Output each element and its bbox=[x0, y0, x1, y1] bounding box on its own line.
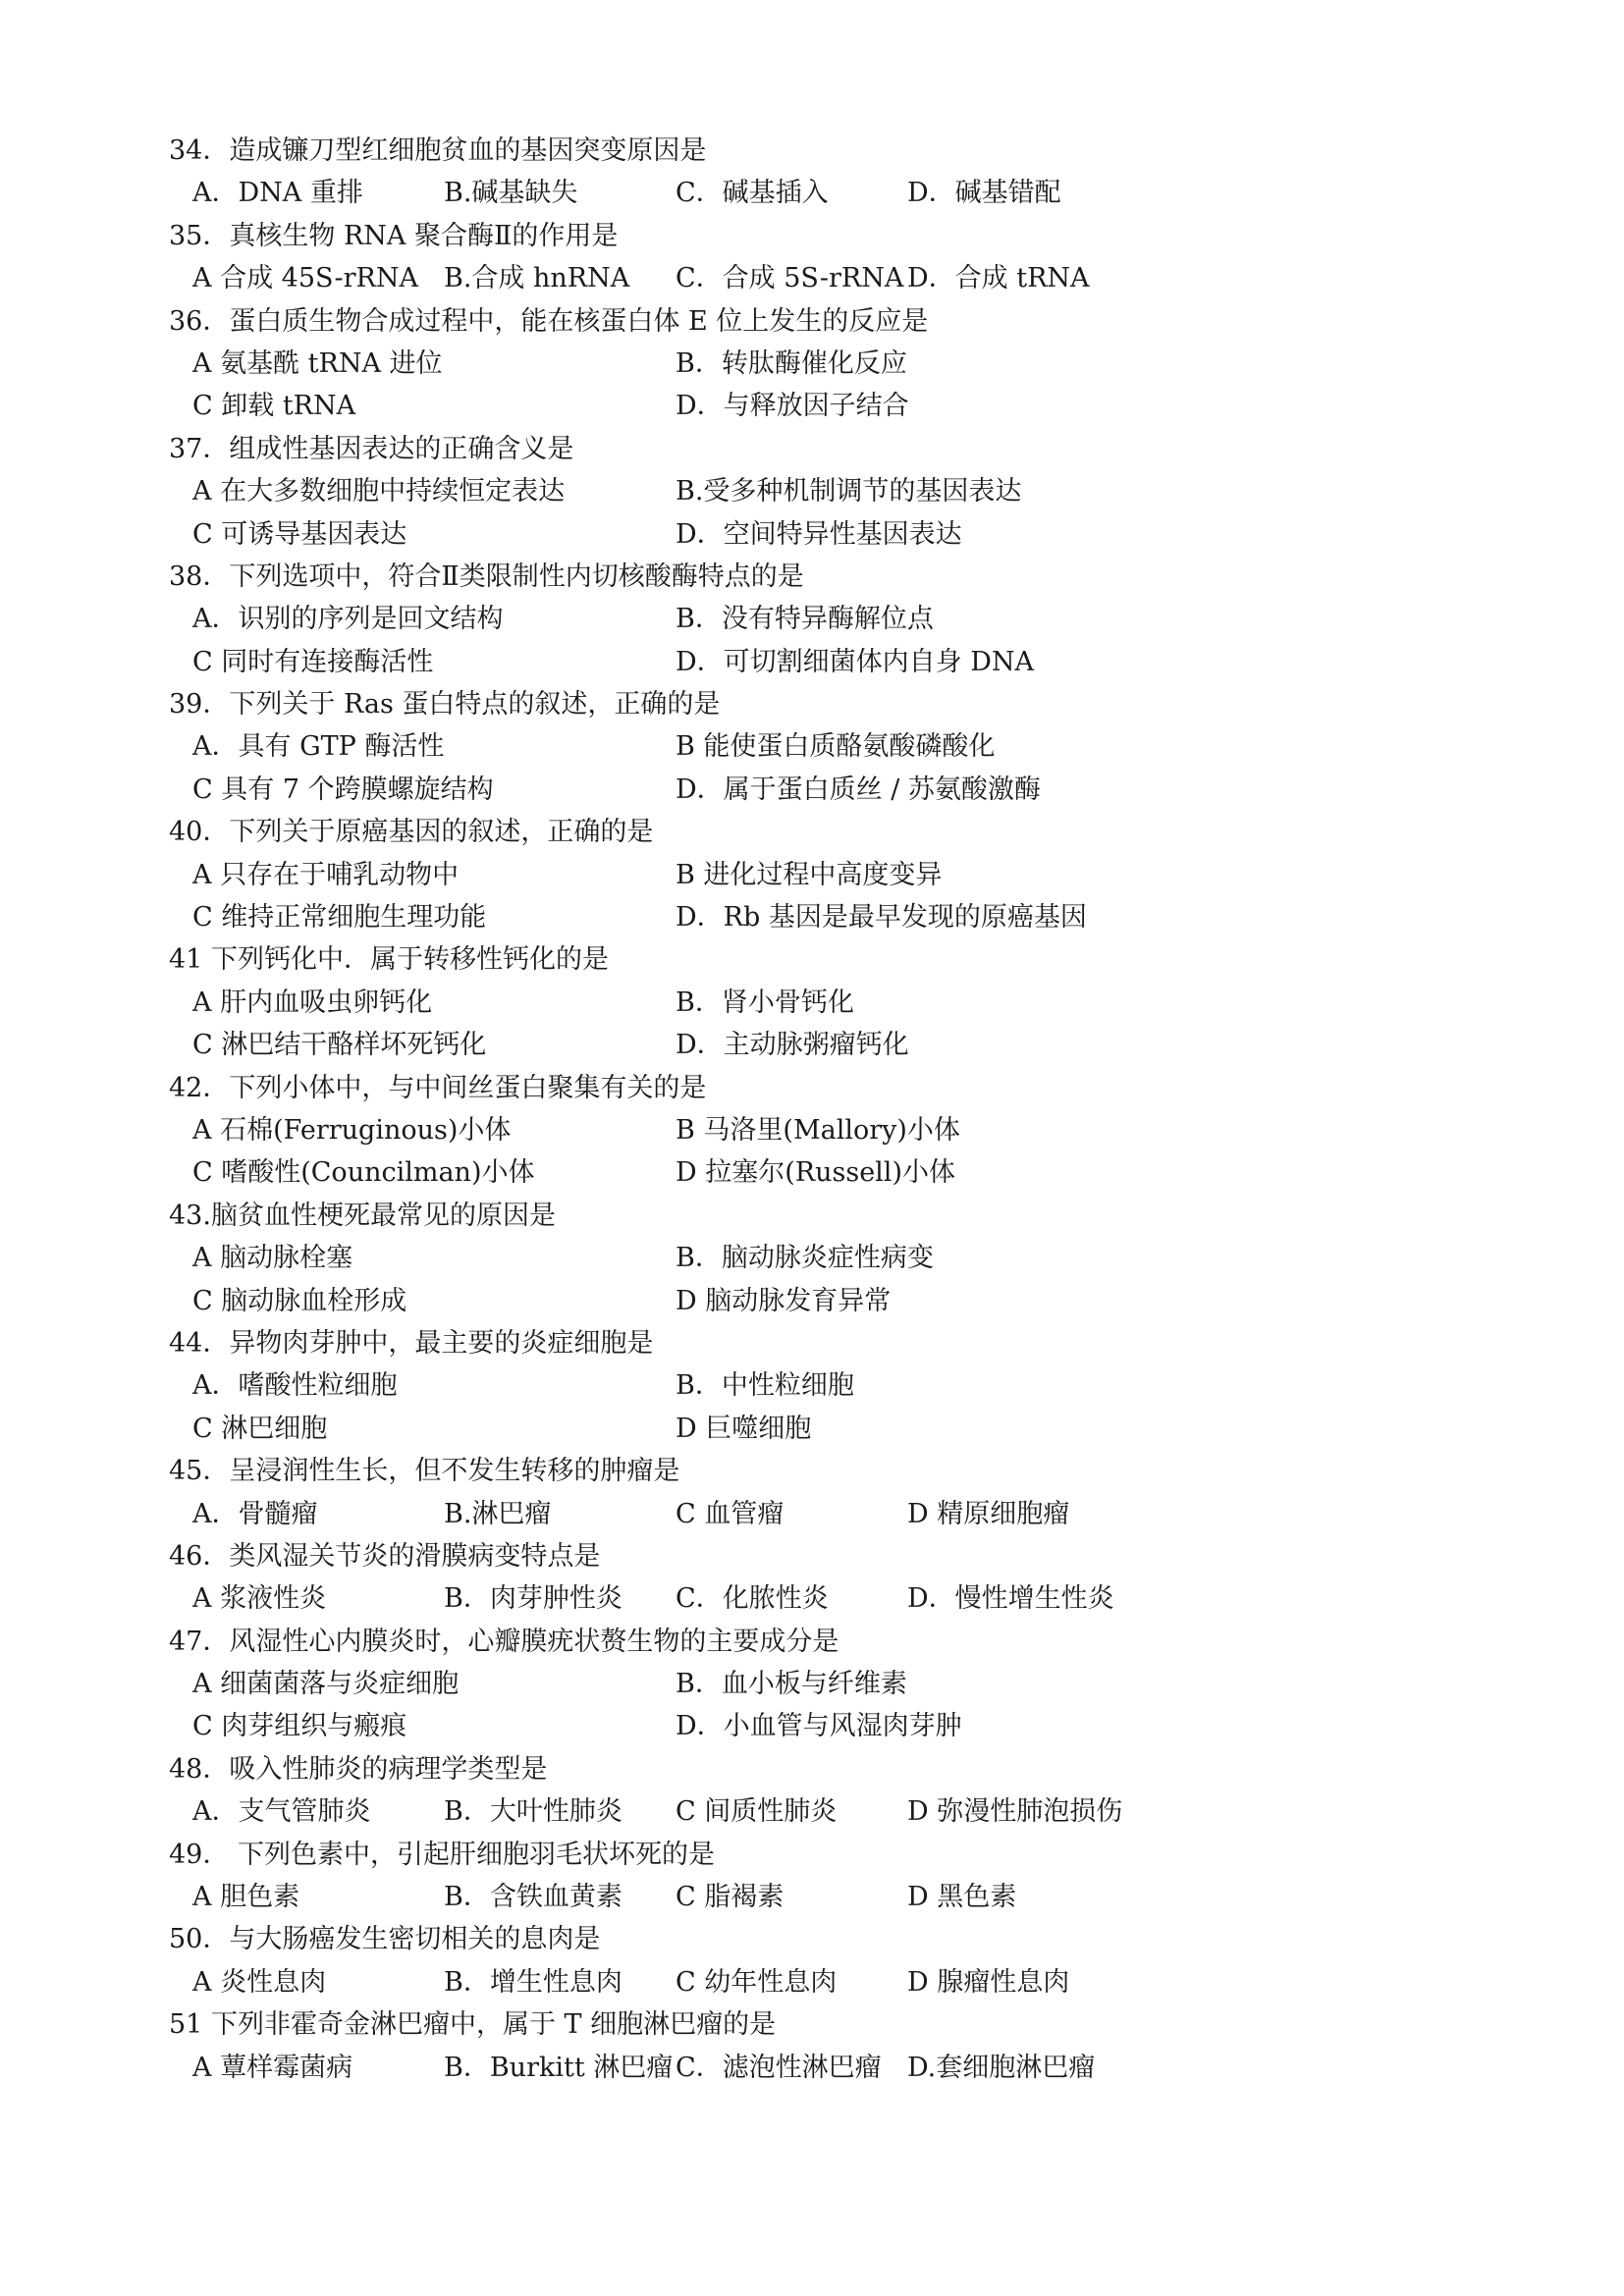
answer-option: B．肾小骨钙化 bbox=[676, 987, 854, 1018]
answer-option: A 只存在于哺乳动物中 bbox=[192, 859, 460, 890]
question-stem: 43.脑贫血性梗死最常见的原因是 bbox=[169, 1200, 556, 1231]
answer-option: C 卸载 tRNA bbox=[192, 391, 356, 422]
question-stem: 51 下列非霍奇金淋巴瘤中，属于 T 细胞淋巴瘤的是 bbox=[169, 2009, 777, 2041]
options-row bbox=[169, 1408, 1485, 1450]
answer-option: D．碱基错配 bbox=[907, 178, 1061, 209]
question-stem: 42．下列小体中，与中间丝蛋白聚集有关的是 bbox=[169, 1072, 707, 1103]
answer-option: A 脑动脉栓塞 bbox=[192, 1243, 353, 1274]
answer-option: B.受多种机制调节的基因表达 bbox=[676, 476, 1022, 507]
answer-option: D．可切割细菌体内自身 DNA bbox=[676, 646, 1035, 677]
answer-option: B．血小板与纤维素 bbox=[676, 1669, 907, 1700]
answer-option: B.合成 hnRNA bbox=[444, 263, 630, 294]
answer-option: A．具有 GTP 酶活性 bbox=[192, 731, 445, 763]
answer-option: D 脑动脉发育异常 bbox=[676, 1285, 892, 1316]
answer-option: D．Rb 基因是最早发现的原癌基因 bbox=[676, 902, 1087, 934]
answer-option: C．化脓性炎 bbox=[676, 1583, 829, 1615]
answer-option: C 脑动脉血栓形成 bbox=[192, 1285, 407, 1316]
options-row bbox=[169, 1790, 1485, 1833]
question-stem: 44．异物肉芽肿中，最主要的炎症细胞是 bbox=[169, 1327, 654, 1359]
answer-option: D．属于蛋白质丝 / 苏氨酸激酶 bbox=[676, 774, 1041, 805]
options-row bbox=[169, 470, 1485, 512]
answer-option: A．DNA 重排 bbox=[192, 178, 363, 209]
answer-option: B．大叶性肺炎 bbox=[444, 1796, 623, 1828]
question-stem: 36．蛋白质生物合成过程中，能在核蛋白体 E 位上发生的反应是 bbox=[169, 305, 929, 337]
answer-option: D 腺瘤性息肉 bbox=[907, 1966, 1070, 1998]
options-row bbox=[169, 513, 1485, 556]
answer-option: A 氨基酰 tRNA 进位 bbox=[192, 347, 443, 379]
answer-option: B 进化过程中高度变异 bbox=[676, 859, 943, 890]
answer-option: A．嗜酸性粒细胞 bbox=[192, 1370, 398, 1402]
answer-option: B.碱基缺失 bbox=[444, 178, 578, 209]
answer-option: C 维持正常细胞生理功能 bbox=[192, 902, 487, 934]
options-row bbox=[169, 257, 1485, 299]
options-row bbox=[169, 343, 1485, 385]
answer-option: B．增生性息肉 bbox=[444, 1966, 623, 1998]
answer-option: C 嗜酸性(Councilman)小体 bbox=[192, 1157, 535, 1189]
question-stem: 38．下列选项中，符合Ⅱ类限制性内切核酸酶特点的是 bbox=[169, 561, 804, 592]
answer-option: D 黑色素 bbox=[907, 1882, 1017, 1913]
question-stem: 45．呈浸润性生长，但不发生转移的肿瘤是 bbox=[169, 1456, 680, 1487]
answer-option: C 可诱导基因表达 bbox=[192, 518, 407, 550]
answer-option: C 淋巴细胞 bbox=[192, 1413, 328, 1444]
answer-option: B．含铁血黄素 bbox=[444, 1882, 623, 1913]
answer-option: C．合成 5S-rRNA bbox=[676, 263, 904, 294]
options-row bbox=[169, 982, 1485, 1024]
answer-option: C 肉芽组织与瘢痕 bbox=[192, 1711, 407, 1742]
question-stem: 41 下列钙化中．属于转移性钙化的是 bbox=[169, 944, 609, 976]
answer-option: D 拉塞尔(Russell)小体 bbox=[676, 1157, 955, 1189]
question-stem: 49． 下列色素中，引起肝细胞羽毛状坏死的是 bbox=[169, 1839, 715, 1870]
answer-option: C 间质性肺炎 bbox=[676, 1796, 838, 1828]
question-stem: 40．下列关于原癌基因的叙述，正确的是 bbox=[169, 817, 654, 848]
question-stem: 39．下列关于 Ras 蛋白特点的叙述，正确的是 bbox=[169, 689, 721, 721]
answer-option: A 细菌菌落与炎症细胞 bbox=[192, 1669, 460, 1700]
options-row bbox=[169, 1024, 1485, 1066]
answer-option: D 巨噬细胞 bbox=[676, 1413, 812, 1444]
answer-option: A．支气管肺炎 bbox=[192, 1796, 371, 1828]
answer-option: A 在大多数细胞中持续恒定表达 bbox=[192, 476, 566, 507]
answer-option: B 能使蛋白质酪氨酸磷酸化 bbox=[676, 731, 996, 763]
answer-option: A．识别的序列是回文结构 bbox=[192, 604, 504, 635]
answer-option: B．中性粒细胞 bbox=[676, 1370, 854, 1402]
answer-option: D．空间特异性基因表达 bbox=[676, 518, 962, 550]
options-row bbox=[169, 1961, 1485, 2003]
answer-option: D 精原细胞瘤 bbox=[907, 1498, 1070, 1529]
options-row bbox=[169, 769, 1485, 811]
answer-option: A 浆液性炎 bbox=[192, 1583, 327, 1615]
answer-option: D．小血管与风湿肉芽肿 bbox=[676, 1711, 962, 1742]
options-row bbox=[169, 1663, 1485, 1705]
options-row bbox=[169, 598, 1485, 640]
answer-option: A．骨髓瘤 bbox=[192, 1498, 318, 1529]
answer-option: B．脑动脉炎症性病变 bbox=[676, 1243, 934, 1274]
answer-option: B．转肽酶催化反应 bbox=[676, 347, 907, 379]
answer-option: C 淋巴结干酪样坏死钙化 bbox=[192, 1030, 487, 1061]
options-row bbox=[169, 1876, 1485, 1918]
options-row bbox=[169, 641, 1485, 683]
answer-option: A 胆色素 bbox=[192, 1882, 300, 1913]
question-stem: 47．风湿性心内膜炎时，心瓣膜疣状赘生物的主要成分是 bbox=[169, 1626, 839, 1657]
answer-option: B．肉芽肿性炎 bbox=[444, 1583, 623, 1615]
answer-option: C 脂褐素 bbox=[676, 1882, 785, 1913]
options-row bbox=[169, 2047, 1485, 2089]
answer-option: C 同时有连接酶活性 bbox=[192, 646, 434, 677]
answer-option: D．合成 tRNA bbox=[907, 263, 1090, 294]
options-row bbox=[169, 854, 1485, 896]
answer-option: A 合成 45S-rRNA bbox=[192, 263, 418, 294]
options-row bbox=[169, 1364, 1485, 1407]
answer-option: A 石棉(Ferruginous)小体 bbox=[192, 1114, 512, 1146]
options-row bbox=[169, 1493, 1485, 1535]
options-row bbox=[169, 172, 1485, 214]
options-row bbox=[169, 725, 1485, 768]
question-stem: 35．真核生物 RNA 聚合酶Ⅱ的作用是 bbox=[169, 220, 619, 251]
options-row bbox=[169, 1577, 1485, 1620]
answer-option: C．碱基插入 bbox=[676, 178, 829, 209]
options-row bbox=[169, 1280, 1485, 1322]
question-stem: 46．类风湿关节炎的滑膜病变特点是 bbox=[169, 1540, 601, 1572]
answer-option: D 弥漫性肺泡损伤 bbox=[907, 1796, 1123, 1828]
answer-option: D．与释放因子结合 bbox=[676, 391, 909, 422]
question-stem: 50．与大肠癌发生密切相关的息肉是 bbox=[169, 1924, 601, 1955]
question-stem: 37．组成性基因表达的正确含义是 bbox=[169, 433, 574, 464]
options-row bbox=[169, 1237, 1485, 1279]
answer-option: B．Burkitt 淋巴瘤 bbox=[444, 2052, 674, 2083]
answer-option: D．主动脉粥瘤钙化 bbox=[676, 1030, 909, 1061]
options-row bbox=[169, 385, 1485, 427]
answer-option: A 肝内血吸虫卵钙化 bbox=[192, 987, 433, 1018]
question-list bbox=[169, 130, 1485, 2089]
answer-option: C．滤泡性淋巴瘤 bbox=[676, 2052, 882, 2083]
answer-option: C 具有 7 个跨膜螺旋结构 bbox=[192, 774, 494, 805]
options-row bbox=[169, 1705, 1485, 1747]
question-stem: 48．吸入性肺炎的病理学类型是 bbox=[169, 1753, 548, 1785]
answer-option: D．慢性增生性炎 bbox=[907, 1583, 1114, 1615]
answer-option: B 马洛里(Mallory)小体 bbox=[676, 1114, 960, 1146]
answer-option: C 血管瘤 bbox=[676, 1498, 785, 1529]
answer-option: C 幼年性息肉 bbox=[676, 1966, 838, 1998]
options-row bbox=[169, 1109, 1485, 1151]
answer-option: D.套细胞淋巴瘤 bbox=[907, 2052, 1096, 2083]
answer-option: B．没有特异酶解位点 bbox=[676, 604, 934, 635]
options-row bbox=[169, 896, 1485, 938]
answer-option: A 蕈样霉菌病 bbox=[192, 2052, 353, 2083]
question-stem: 34．造成镰刀型红细胞贫血的基因突变原因是 bbox=[169, 135, 707, 166]
answer-option: B.淋巴瘤 bbox=[444, 1498, 552, 1529]
answer-option: A 炎性息肉 bbox=[192, 1966, 327, 1998]
options-row bbox=[169, 1151, 1485, 1194]
